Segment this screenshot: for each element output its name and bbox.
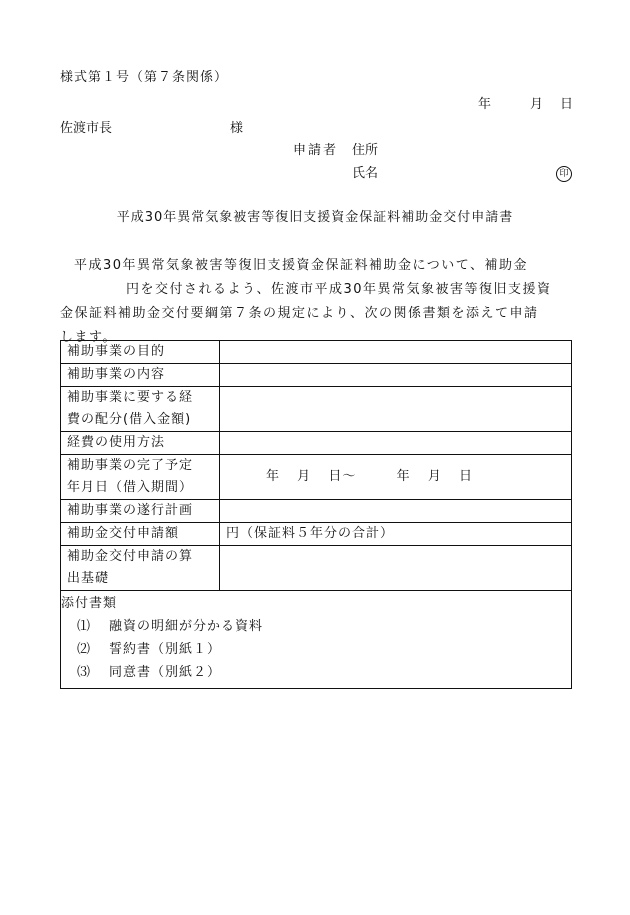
period-start-month: 月 (297, 469, 312, 484)
row-label-amount: 補助金交付申請額 (61, 523, 220, 546)
table-row (61, 455, 572, 500)
row-label-content: 補助事業の内容 (61, 364, 220, 387)
row-label-period (61, 455, 220, 500)
row-label-expense (61, 387, 220, 432)
table-row (61, 500, 572, 523)
table-row (61, 591, 572, 689)
row-value-content[interactable] (220, 364, 572, 387)
addressee: 佐渡市長 (60, 121, 113, 136)
label-line: 補助事業に要する経 (67, 390, 194, 405)
period-range (226, 466, 565, 488)
label-line: 年月日（借入期間） (67, 480, 194, 495)
row-value-basis[interactable] (220, 546, 572, 591)
address-label: 住所 (352, 143, 379, 158)
label-line: 出基礎 (67, 571, 110, 586)
row-value-period[interactable] (220, 455, 572, 500)
name-label: 氏名 (352, 166, 379, 181)
row-label-purpose: 補助事業の目的 (61, 341, 220, 364)
period-start-year: 年 (266, 469, 281, 484)
row-label-plan: 補助事業の遂行計画 (61, 500, 220, 523)
table-row (61, 387, 572, 432)
attachment-number: ⑵ (77, 642, 92, 657)
attachment-item (61, 615, 571, 638)
row-value-expense[interactable] (220, 387, 572, 432)
table-row (61, 523, 572, 546)
attachment-number: ⑶ (77, 665, 92, 680)
attachments-cell (61, 591, 572, 689)
body-line: 平成30年異常気象被害等復旧支援資金保証料補助金について、補助金 (74, 258, 529, 273)
attachment-text: 誓約書（別紙１） (109, 642, 222, 657)
period-end-year: 年 (396, 469, 411, 484)
period-start-day: 日～ (328, 469, 357, 484)
application-table (60, 340, 572, 689)
period-end-day: 日 (458, 469, 473, 484)
row-label-usage: 経費の使用方法 (61, 432, 220, 455)
date-day: 日 (560, 97, 574, 112)
date-month: 月 (530, 97, 544, 112)
attachment-item (61, 661, 571, 684)
row-value-purpose[interactable] (220, 341, 572, 364)
row-value-amount[interactable]: 円（保証料５年分の合計） (220, 523, 572, 546)
honorific: 様 (230, 121, 244, 136)
table-row (61, 341, 572, 364)
date-year: 年 (478, 97, 492, 112)
table-row (61, 364, 572, 387)
document-title: 平成30年異常気象被害等復旧支援資金保証料補助金交付申請書 (116, 210, 514, 225)
attachment-text: 同意書（別紙２） (109, 665, 222, 680)
row-label-basis (61, 546, 220, 591)
seal-icon: 印 (556, 166, 572, 182)
attachment-text: 融資の明細が分かる資料 (109, 619, 264, 634)
form-number: 様式第１号（第７条関係） (60, 70, 229, 85)
body-paragraph (60, 254, 572, 350)
table-row (61, 432, 572, 455)
period-end-month: 月 (427, 469, 442, 484)
attachments-title: 添付書類 (61, 596, 118, 611)
row-value-usage[interactable] (220, 432, 572, 455)
row-value-plan[interactable] (220, 500, 572, 523)
applicant-label: 申請者 (293, 143, 339, 158)
label-line: 費の配分(借入金額) (67, 412, 192, 427)
body-line: 円を交付されるよう、佐渡市平成30年異常気象被害等復旧支援資 (126, 282, 552, 297)
attachment-number: ⑴ (77, 619, 92, 634)
body-line: 金保証料補助金交付要綱第７条の規定により、次の関係書類を添えて申請 (60, 306, 539, 321)
attachment-item (61, 638, 571, 661)
body-line: します。 (60, 330, 117, 345)
label-line: 補助事業の完了予定 (67, 458, 194, 473)
table-row (61, 546, 572, 591)
label-line: 補助金交付申請の算 (67, 549, 194, 564)
